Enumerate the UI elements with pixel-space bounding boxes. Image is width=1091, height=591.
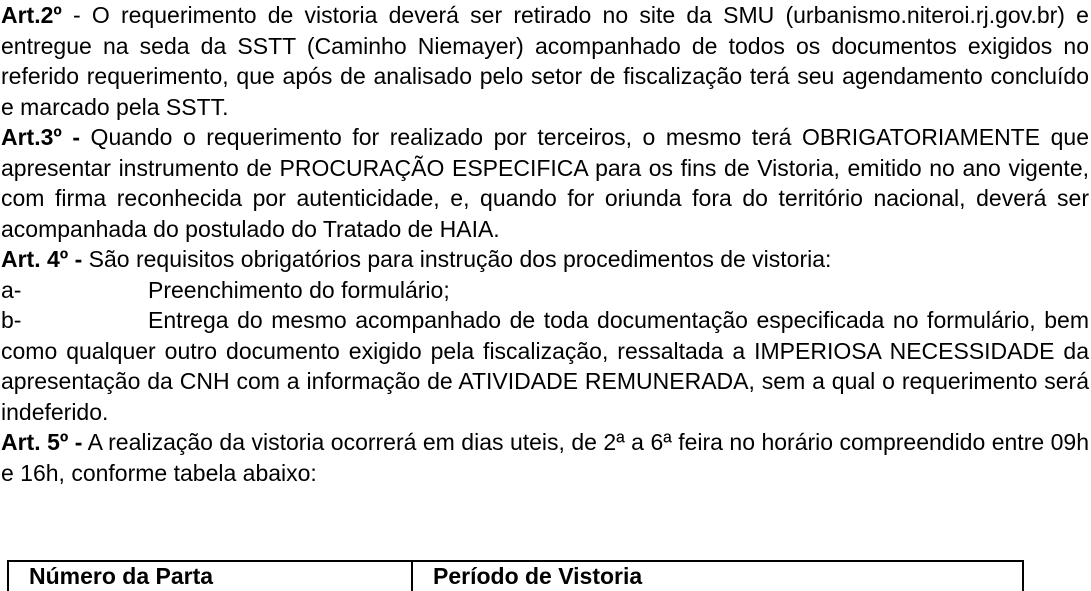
article-3-text: Quando o requerimento for realizado por terceiros, o mesmo terá OBRIGATORIAMENTE que apresentar instrumento de PROCURAÇÃO ESPECIFICA para os fins de Vistoria, emitido no ano vigente, com firma reconhecida por autenticidade, e, quando for oriunda fora do território nacional, deverá ser acompanhada do postulado do Tratado de HAIA.: [1, 124, 1089, 242]
article-5-label: Art. 5º -: [1, 429, 83, 455]
list-item-a: [1, 275, 1089, 306]
article-5-text: A realização da vistoria ocorrerá em dias uteis, de 2ª a 6ª feira no horário compreendido entre 09h e 16h, conforme tabela abaixo:: [1, 429, 1089, 486]
article-2-label: Art.2º: [1, 2, 62, 28]
document-body: [1, 0, 1089, 488]
header-numero-da-parta: Número da Parta: [8, 561, 412, 591]
list-item-b-text: Entrega do mesmo acompanhado de toda documentação especificada no formulário, bem como qualquer outro documento exigido pela fiscalização, ressaltada a IMPERIOSA NECESSIDADE da apresentação da CNH com a informação de ATIVIDADE REMUNERADA, sem a qual o requerimento será indeferido.: [1, 307, 1089, 425]
article-5: [1, 427, 1089, 488]
article-2-text: O requerimento de vistoria deverá ser retirado no site da SMU (urbanismo.niteroi.rj.gov.br) e entregue na seda da SSTT (Caminho Niemayer) acompanhado de todos os documentos exigidos no referido requerimento, que após de analisado pelo setor de fiscalização terá seu agendamento concluído e marcado pela SSTT.: [1, 2, 1089, 120]
article-3: [1, 122, 1089, 244]
vistoria-schedule-table: [7, 560, 1024, 591]
article-4-label: Art. 4º -: [1, 246, 83, 272]
article-2: [1, 0, 1089, 122]
article-4: [1, 244, 1089, 275]
list-item-b: [1, 305, 1089, 427]
article-3-label: Art.3º -: [1, 124, 81, 150]
article-2-separator: -: [61, 2, 92, 28]
list-item-a-prefix: a-: [1, 276, 22, 303]
table-header-row: [8, 561, 1023, 591]
article-4-text: São requisitos obrigatórios para instrução dos procedimentos de vistoria:: [82, 246, 832, 272]
header-periodo-de-vistoria: Período de Vistoria: [412, 561, 1023, 591]
list-item-b-prefix: b-: [1, 307, 22, 333]
list-item-a-text: Preenchimento do formulário;: [148, 276, 450, 303]
